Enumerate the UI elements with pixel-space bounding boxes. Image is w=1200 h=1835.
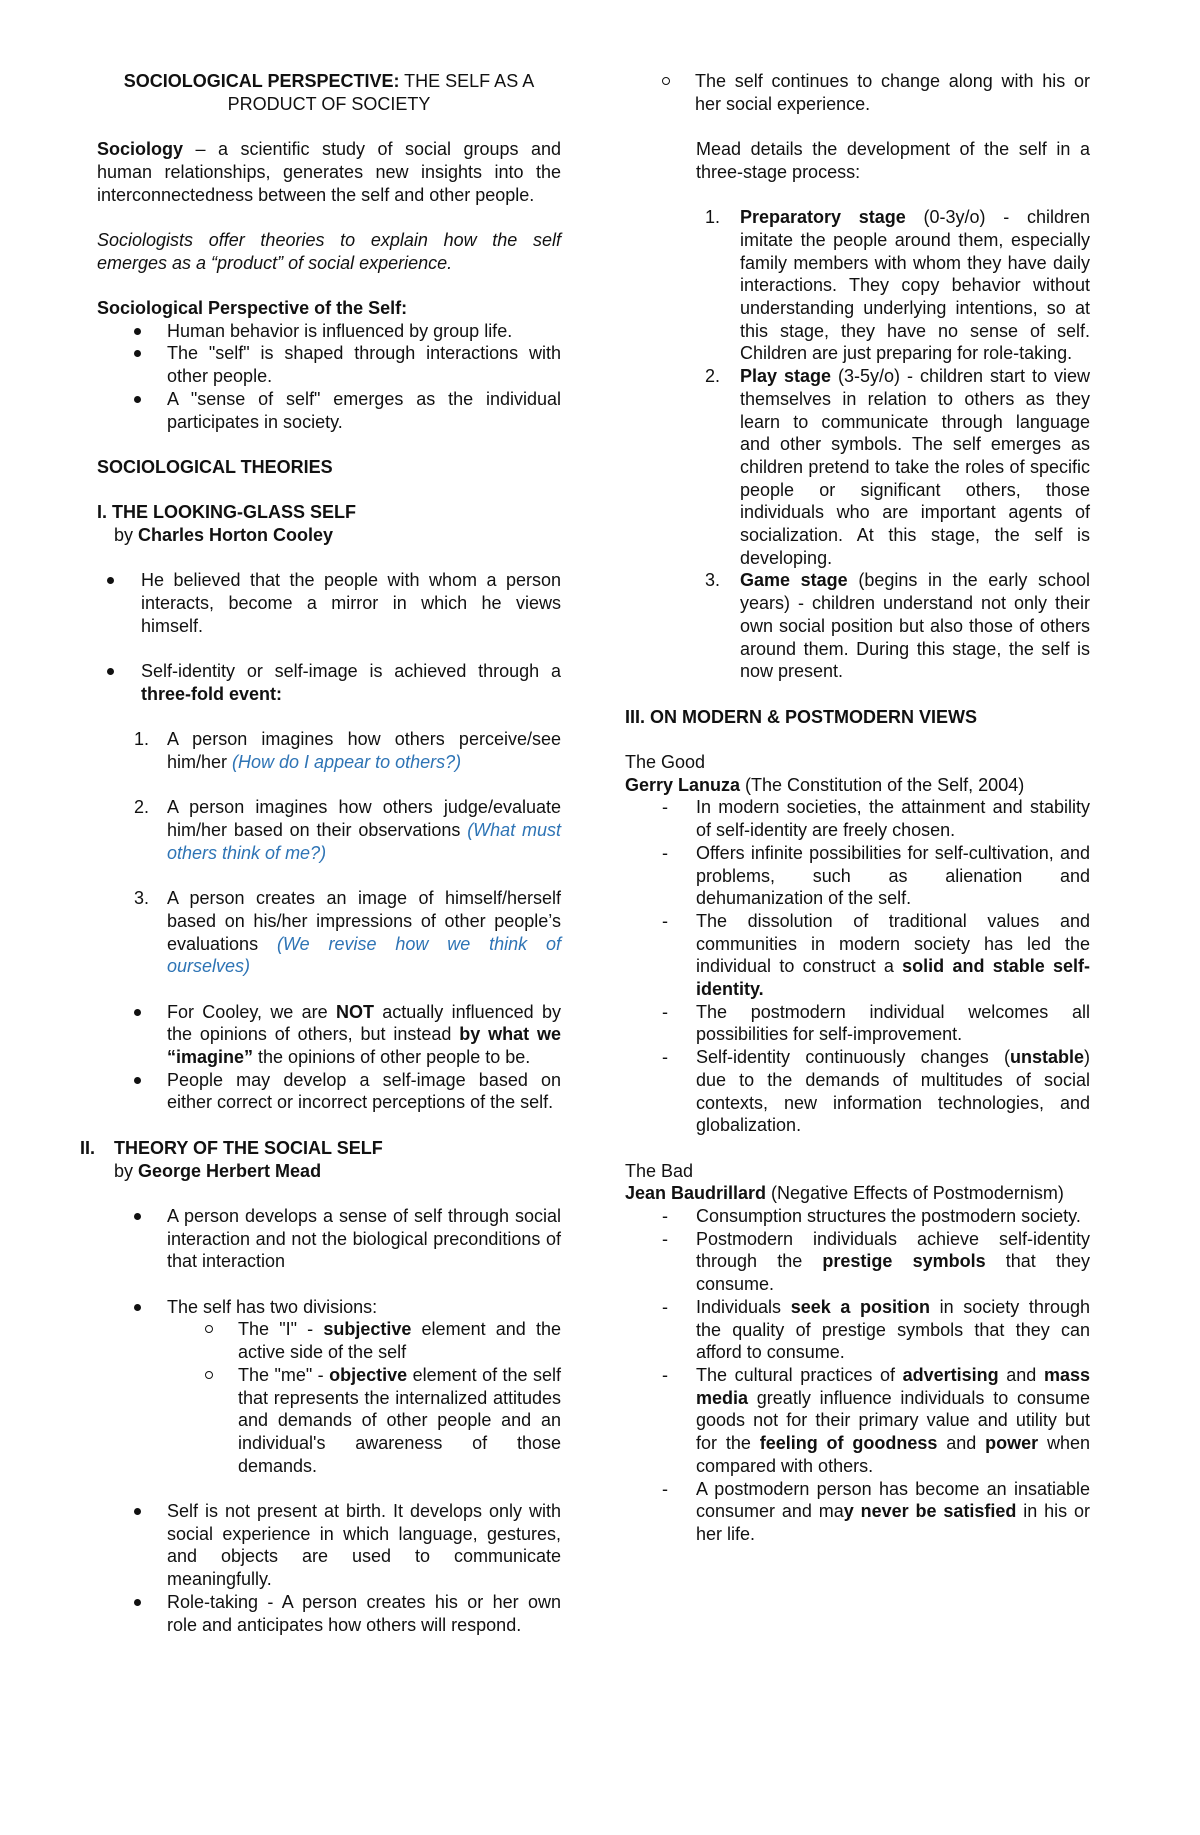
dash-item — [625, 1296, 1090, 1364]
title-bold: SOCIOLOGICAL PERSPECTIVE: — [123, 71, 400, 91]
cooley-author: Charles Horton Cooley — [138, 524, 334, 545]
not-emphasis: NOT — [335, 1001, 374, 1022]
numbered-item — [97, 887, 561, 978]
dash-marker: - — [662, 1047, 668, 1068]
dash-marker: - — [662, 1365, 668, 1385]
list-item — [97, 1500, 561, 1591]
stage-name: Preparatory stage — [740, 207, 906, 228]
dash-item — [625, 842, 1090, 910]
section-title: THEORY OF THE SOCIAL SELF — [114, 1137, 383, 1158]
stage-item — [625, 365, 1090, 569]
hollow-bullet-icon — [205, 1371, 213, 1379]
numbered-item — [97, 728, 561, 773]
item-number: 3. — [134, 888, 150, 909]
sub-list-item — [97, 1364, 561, 1478]
imagine-emphasis: by what we “imagine” — [167, 1024, 561, 1068]
text-run: element of the self that represents the internalized attitudes and demands of other people and an individual's awareness of those demands. — [238, 1364, 561, 1476]
numbered-item — [97, 796, 561, 864]
text-run: in society through the quality of prestige symbols that they can afford to consume. — [696, 1296, 1090, 1363]
power-emphasis: power — [985, 1433, 1039, 1454]
bullet-icon — [134, 350, 141, 357]
stage-item — [625, 206, 1090, 365]
position-emphasis: seek a position — [790, 1296, 930, 1317]
list-item — [97, 1001, 561, 1069]
text-run: Self-identity continuously changes ( — [696, 1047, 1010, 1068]
mass-media-emphasis: mass media — [696, 1365, 1090, 1408]
item-question: (We revise how we think of ourselves) — [167, 933, 561, 977]
good-label: The Good — [625, 752, 706, 773]
item-question: (How do I appear to others?) — [232, 751, 462, 772]
mead-author: George Herbert Mead — [138, 1160, 322, 1181]
dash-marker: - — [662, 1228, 668, 1249]
stable-identity-emphasis: solid and stable self-identity. — [696, 956, 1091, 1000]
text-run: A postmodern person has become an insatiable consumer and ma — [696, 1478, 1090, 1522]
sociology-definition — [97, 138, 561, 206]
subjective-emphasis: subjective — [323, 1319, 412, 1340]
list-item-text: A "sense of self" emerges as the individual participates in society. — [167, 388, 561, 432]
bullet-icon — [134, 328, 141, 335]
dash-marker: - — [662, 910, 668, 931]
text-run: that they consume. — [696, 1251, 1090, 1295]
mead-intro: Mead details the development of the self in a three-stage process: — [696, 139, 1090, 182]
prestige-emphasis: prestige symbols — [822, 1251, 986, 1272]
dash-item — [625, 910, 1090, 1001]
sociology-def: – a scientific study of social groups and human relationships, generates new insights into the interconnectedness between the self and other people. — [97, 139, 561, 205]
stage-text: (begins in the early school years) - children understand not only their own social position but also those of others around them. During this stage, the self is now present. — [740, 570, 1090, 682]
perspective-heading: Sociological Perspective of the Self: — [97, 297, 408, 318]
dash-item — [625, 1478, 1090, 1546]
dash-item — [625, 796, 1090, 841]
text-run: The postmodern individual welcomes all possibilities for self-improvement. — [696, 1001, 1090, 1045]
text-run: and — [937, 1433, 986, 1454]
item-number: 1. — [134, 729, 150, 750]
text-run: Offers infinite possibilities for self-cultivation, and problems, such as alienation and dehumanization of the self. — [696, 842, 1090, 909]
dash-item — [625, 1364, 1090, 1478]
text-run: element and the active side of the self — [238, 1319, 561, 1363]
cooley-heading: I. THE LOOKING-GLASS SELF — [97, 502, 357, 523]
item-number: 2. — [705, 366, 721, 387]
list-item-text: Role-taking - A person creates his or her own role and anticipates how others will respond. — [167, 1591, 561, 1635]
three-fold-event: three-fold event: — [141, 683, 283, 704]
text-run: Individuals — [696, 1296, 791, 1317]
text-run: For Cooley, we are — [167, 1001, 336, 1022]
dash-marker: - — [662, 842, 668, 863]
stage-name: Game stage — [740, 570, 848, 591]
list-item-text: The self continues to change along with his or her social experience. — [695, 71, 1090, 114]
sociology-term: Sociology — [97, 139, 184, 160]
bullet-icon — [107, 577, 114, 584]
never-satisfied-emphasis: y never be satisfied — [843, 1501, 1017, 1522]
list-item — [97, 1591, 561, 1636]
bullet-icon — [134, 396, 141, 403]
bullet-icon — [134, 1304, 141, 1311]
text-run: in his or her life. — [696, 1501, 1090, 1544]
text-run: The "I" - — [238, 1319, 324, 1340]
text-run: Consumption structures the postmodern society. — [696, 1206, 1081, 1227]
text-run: when compared with others. — [696, 1433, 1090, 1476]
text-run: ) due to the demands of multitudes of social contexts, new information technologies, and globalization. — [696, 1047, 1090, 1136]
mead-byline — [97, 1160, 561, 1183]
text-run: The dissolution of traditional values and communities in modern society has led the individual to construct a — [696, 910, 1090, 977]
hollow-bullet-icon — [205, 1325, 213, 1333]
item-text: A person imagines how others judge/evaluate him/her based on their observations — [167, 797, 561, 841]
dash-marker: - — [662, 1478, 668, 1499]
advertising-emphasis: advertising — [902, 1365, 999, 1385]
by-text: by — [114, 524, 139, 545]
item-number: 3. — [705, 570, 721, 591]
list-item — [97, 388, 561, 433]
text-run: In modern societies, the attainment and stability of self-identity are freely chosen. — [696, 797, 1090, 841]
title-rest: THE SELF AS A — [399, 71, 535, 91]
text-run: the opinions of other people to be. — [253, 1047, 531, 1068]
section-number: II. — [80, 1137, 96, 1158]
list-item — [97, 1296, 561, 1319]
list-item — [97, 1069, 561, 1114]
sub-list-item — [97, 1318, 561, 1363]
item-question: (What must others think of me?) — [167, 820, 562, 863]
dash-item — [625, 1228, 1090, 1296]
page-title — [97, 70, 561, 115]
right-column — [625, 70, 1090, 1546]
bad-label: The Bad — [625, 1160, 694, 1181]
dash-item — [625, 1205, 1090, 1228]
baudrillard-author: Jean Baudrillard — [625, 1183, 767, 1204]
sub-list-item — [625, 70, 1090, 115]
list-item-text: The "self" is shaped through interactions with other people. — [167, 343, 561, 387]
goodness-emphasis: feeling of goodness — [759, 1433, 938, 1454]
theories-heading: SOCIOLOGICAL THEORIES — [97, 456, 333, 477]
dash-marker: - — [662, 797, 668, 818]
lanuza-source: (The Constitution of the Self, 2004) — [740, 774, 1025, 795]
dash-item — [625, 1001, 1090, 1046]
bullet-icon — [134, 1213, 141, 1220]
bullet-icon — [134, 1077, 141, 1084]
list-item-text: Human behavior is influenced by group life. — [167, 320, 513, 341]
dash-marker: - — [662, 1206, 668, 1227]
stage-text: (0-3y/o) - children imitate the people around them, especially family members with whom they have daily interactions. They copy behavior without understanding underlying intentions, so at this stage, they have no sense of self. Children are just preparing for role-taking. — [740, 207, 1090, 364]
bullet-icon — [134, 1599, 141, 1606]
list-item-text: He believed that the people with whom a person interacts, become a mirror in which he views himself. — [141, 570, 561, 636]
objective-emphasis: objective — [329, 1364, 408, 1385]
list-item — [97, 569, 561, 637]
stage-item — [625, 569, 1090, 683]
list-item — [97, 342, 561, 387]
text-run: actually influenced by the opinions of others, but instead — [167, 1001, 562, 1045]
dash-item — [625, 1046, 1090, 1137]
dash-marker: - — [662, 1001, 668, 1022]
list-item-text: A person develops a sense of self through social interaction and not the biological preconditions of that interaction — [167, 1205, 561, 1272]
bad-attribution — [625, 1182, 1090, 1205]
good-attribution — [625, 774, 1090, 797]
text-run: Postmodern individuals achieve self-identity through the — [696, 1228, 1090, 1272]
mead-heading — [80, 1137, 561, 1160]
hollow-bullet-icon — [662, 77, 670, 85]
modern-heading: III. ON MODERN & POSTMODERN VIEWS — [625, 706, 978, 727]
lanuza-author: Gerry Lanuza — [625, 774, 741, 795]
item-number: 1. — [705, 207, 721, 228]
bullet-icon — [107, 668, 114, 675]
list-item — [97, 320, 561, 343]
text-run: greatly influence individuals to consume goods not for their primary value and utility but for the — [696, 1387, 1090, 1454]
list-item-text: Self is not present at birth. It develops only with social experience in which language, gestures, and objects are used to communicate meaningfully. — [167, 1501, 561, 1590]
title-line2: PRODUCT OF SOCIETY — [227, 93, 431, 114]
text-run: The "me" - — [238, 1364, 330, 1385]
list-item-text: People may develop a self-image based on either correct or incorrect perceptions of the self. — [167, 1069, 561, 1113]
dash-marker: - — [662, 1296, 668, 1317]
list-item-text: Self-identity or self-image is achieved through a — [141, 661, 561, 682]
cooley-byline — [97, 524, 561, 547]
list-item — [97, 1205, 561, 1273]
intro-italic: Sociologists offer theories to explain how the self emerges as a “product” of social experience. — [97, 229, 561, 273]
bullet-icon — [134, 1508, 141, 1515]
list-item-text: The self has two divisions: — [167, 1296, 378, 1317]
text-run: The cultural practices of — [696, 1365, 903, 1385]
list-item — [97, 660, 561, 705]
item-text: A person imagines how others perceive/see him/her — [167, 729, 561, 772]
by-text: by — [114, 1160, 139, 1181]
baudrillard-source: (Negative Effects of Postmodernism) — [766, 1183, 1064, 1204]
text-run: and — [998, 1365, 1044, 1385]
stage-name: Play stage — [740, 366, 832, 387]
left-column — [80, 70, 562, 1636]
stage-text: (3-5y/o) - children start to view themselves in relation to others as they learn to communicate through language and other symbols. The self emerges as children pretend to take the roles of specific people or significant others, those individuals who are important agents of socialization. At this stage, the self is developing. — [740, 366, 1090, 568]
item-number: 2. — [134, 797, 150, 818]
bullet-icon — [134, 1009, 141, 1016]
unstable-emphasis: unstable — [1009, 1047, 1084, 1068]
item-text: A person creates an image of himself/herself based on his/her impressions of other people’s evaluations — [167, 888, 561, 954]
